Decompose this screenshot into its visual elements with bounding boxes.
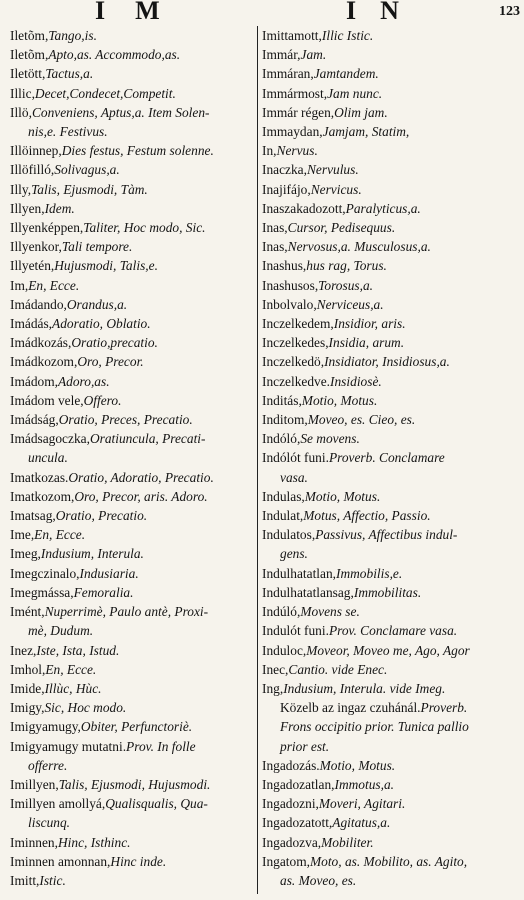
entry-definition: Decet,Condecet,Competit. [34, 85, 176, 101]
entry-headword: Illyetén, [10, 258, 55, 274]
entry-headword: Imatkozas. [10, 469, 69, 485]
dictionary-entry [10, 621, 254, 640]
entry-definition: Jamjam, Statim, [322, 124, 410, 140]
entry-definition: Cantio. vide Enec. [288, 661, 388, 677]
entry-definition: Jamtandem. [313, 66, 379, 82]
entry-headword: Indulhatatlansag, [262, 584, 354, 600]
dictionary-entry [262, 141, 520, 160]
dictionary-entry [10, 717, 254, 736]
dictionary-entry [262, 429, 520, 448]
dictionary-entry [262, 180, 520, 199]
entry-definition: Immobilitas. [353, 584, 422, 600]
entry-definition: Apto,as. Accommodo,as. [48, 47, 181, 63]
entry-headword: Ing, [262, 680, 284, 696]
dictionary-entry [262, 583, 520, 602]
dictionary-entry [262, 794, 520, 813]
entry-headword: Ingadozatlan, [262, 776, 335, 792]
entry-headword: Illyenkor, [10, 239, 62, 255]
entry-definition: Motio, Motus. [319, 757, 396, 773]
entry-definition: hus rag, Torus. [306, 258, 387, 274]
entry-definition: Sic, Hoc modo. [44, 700, 127, 716]
dictionary-entry [10, 26, 254, 45]
entry-headword: Inczelkedö, [262, 354, 325, 370]
entry-definition: vasa. [280, 469, 308, 485]
entry-headword: Inec, [262, 661, 289, 677]
entry-headword: Im, [10, 277, 29, 293]
entry-definition: Istic. [39, 872, 66, 888]
dictionary-entry [10, 641, 254, 660]
entry-definition: prior est. [280, 738, 330, 754]
entry-definition: Oratiuncula, Precati- [89, 431, 206, 447]
entry-definition: Conveniens, Aptus,a. Item Solen- [31, 104, 210, 120]
entry-headword: Immár, [262, 47, 301, 63]
entry-definition: Proverb. Conclamare [328, 450, 445, 466]
entry-definition: Dies festus, Festum solenne. [61, 143, 214, 159]
entry-definition: Moveor, Moveo me, Ago, Agor [306, 642, 470, 658]
entry-headword: Induloc, [262, 642, 307, 658]
entry-headword: Iminnen amonnan, [10, 853, 111, 869]
dictionary-entry [10, 487, 254, 506]
entry-headword: Ingadozatott, [262, 815, 333, 831]
dictionary-entry [10, 564, 254, 583]
dictionary-entry [10, 333, 254, 352]
dictionary-entry [262, 314, 520, 333]
dictionary-entry [262, 256, 520, 275]
entry-definition: Hinc inde. [110, 853, 167, 869]
dictionary-entry [262, 621, 520, 640]
entry-definition: Indusium, Interula. [40, 546, 144, 562]
dictionary-entry [10, 314, 254, 333]
entry-definition: Indusium, Interula. vide Imeg. [283, 680, 446, 696]
entry-headword: Illyen, [10, 200, 45, 216]
entry-definition: Oro, Precor, aris. Adoro. [74, 488, 208, 504]
dictionary-entry [10, 660, 254, 679]
dictionary-entry [262, 602, 520, 621]
entry-definition: Nervosus,a. Musculosus,a. [287, 239, 431, 255]
entry-definition: Insidiosè. [330, 373, 382, 389]
entry-headword: In, [262, 143, 277, 159]
dictionary-entry [262, 698, 520, 717]
entry-headword: Iminnen, [10, 834, 58, 850]
entry-headword: Imillyen, [10, 776, 59, 792]
dictionary-entry [10, 468, 254, 487]
dictionary-entry [10, 737, 254, 756]
entry-definition: Nervicus. [310, 181, 362, 197]
dictionary-entry [10, 852, 254, 871]
dictionary-entry [262, 852, 520, 871]
entry-headword: Iletött, [10, 66, 46, 82]
dictionary-entry [10, 180, 254, 199]
entry-definition: Agitatus,a. [332, 815, 391, 831]
dictionary-entry [262, 64, 520, 83]
entry-definition: as. Moveo, es. [280, 872, 357, 888]
column-divider [257, 26, 258, 894]
entry-definition: Passivus, Affectibus indul- [315, 527, 458, 543]
entry-definition: Jam. [300, 47, 327, 63]
dictionary-entry [10, 160, 254, 179]
entry-headword: Iletõm, [10, 28, 49, 43]
entry-headword: Indulat, [262, 508, 304, 524]
entry-headword: Inaczka, [262, 162, 307, 178]
entry-definition: Oro, Precor. [77, 354, 144, 370]
entry-definition: Qualisqualis, Qua- [105, 796, 208, 812]
dictionary-entry [10, 199, 254, 218]
entry-headword: Indóló, [262, 431, 301, 447]
dictionary-entry [262, 448, 520, 467]
entry-definition: Torosus,a. [318, 277, 374, 293]
entry-definition: Moveo, es. Cieo, es. [307, 412, 416, 428]
entry-headword: Immár régen, [262, 104, 335, 120]
entry-definition: Taliter, Hoc modo, Sic. [83, 220, 206, 236]
entry-definition: Adoratio, Oblatio. [52, 316, 151, 332]
entry-headword: Immármost, [262, 85, 328, 101]
entry-headword: Inczelkedve. [262, 373, 331, 389]
dictionary-entry [262, 813, 520, 832]
entry-definition: Solivagus,a. [54, 162, 120, 178]
entry-headword: Indulhatatlan, [262, 565, 336, 581]
dictionary-entry [262, 660, 520, 679]
entry-headword: Ingadozva, [262, 834, 322, 850]
dictionary-entry [10, 218, 254, 237]
dictionary-entry [262, 468, 520, 487]
dictionary-entry [262, 276, 520, 295]
dictionary-entry [262, 84, 520, 103]
entry-headword: Ime, [10, 527, 35, 543]
entry-headword: Indulót funi. [262, 623, 329, 639]
dictionary-entry [262, 525, 520, 544]
entry-headword: Imádkozás, [10, 335, 72, 351]
entry-definition: Oratio, Precatio. [55, 508, 148, 524]
dictionary-entry [262, 352, 520, 371]
entry-definition: Nervulus. [306, 162, 359, 178]
dictionary-entry [10, 679, 254, 698]
entry-headword: Közelb az ingaz czuhánál. [280, 700, 421, 716]
entry-headword: Imádság, [10, 412, 59, 428]
entry-definition: Tali tempore. [61, 239, 133, 255]
dictionary-entry [262, 641, 520, 660]
dictionary-entry [10, 391, 254, 410]
dictionary-entry [10, 410, 254, 429]
dictionary-entry [262, 122, 520, 141]
entry-headword: Imide, [10, 680, 45, 696]
entry-definition: Oratio,precatio. [71, 335, 158, 351]
dictionary-entry [262, 237, 520, 256]
entry-definition: Talis, Ejusmodi, Hujusmodi. [58, 776, 211, 792]
entry-definition: Hujusmodi, Talis,e. [54, 258, 158, 274]
entry-definition: Motio, Motus. [304, 488, 381, 504]
dictionary-entry [262, 756, 520, 775]
page-header [0, 0, 524, 24]
entry-headword: Imatkozom, [10, 488, 75, 504]
dictionary-entry [10, 103, 254, 122]
dictionary-entry [10, 141, 254, 160]
entry-definition: Motio, Motus. [301, 392, 378, 408]
entry-headword: Illö, [10, 104, 32, 120]
dictionary-entry [262, 26, 520, 45]
entry-definition: Cursor, Pedisequus. [287, 220, 396, 236]
entry-headword: Imhol, [10, 661, 46, 677]
dictionary-entry [10, 276, 254, 295]
entry-definition: Motus, Affectio, Passio. [303, 508, 431, 524]
page-number: 123 [499, 4, 520, 19]
entry-headword: Inczelkedem, [262, 316, 334, 332]
entry-definition: Olim jam. [334, 104, 388, 120]
entry-headword: Inas, [262, 220, 288, 236]
dictionary-entry [262, 372, 520, 391]
entry-headword: Imeg, [10, 546, 41, 562]
entry-headword: Illy, [10, 181, 32, 197]
entry-definition: Moveri, Agitari. [318, 796, 406, 812]
dictionary-entry [10, 583, 254, 602]
dictionary-entry [262, 295, 520, 314]
dictionary-entry [262, 544, 520, 563]
entry-definition: Moto, as. Mobilito, as. Agito, [309, 853, 468, 869]
right-column [262, 26, 520, 890]
entry-headword: Inbolvalo, [262, 296, 317, 312]
entry-definition: nis,e. Festivus. [28, 124, 108, 140]
entry-headword: Immáran, [262, 66, 314, 82]
dictionary-entry [10, 352, 254, 371]
dictionary-entry [10, 122, 254, 141]
dictionary-entry [10, 448, 254, 467]
dictionary-entry [10, 833, 254, 852]
entry-headword: Inas, [262, 239, 288, 255]
entry-definition: Nervus. [276, 143, 318, 159]
entry-headword: Imádom vele, [10, 392, 84, 408]
entry-headword: Indulas, [262, 488, 305, 504]
dictionary-entry [262, 871, 520, 890]
entry-headword: Imigyamugy mutatni. [10, 738, 127, 754]
entry-definition: Paralyticus,a. [345, 200, 421, 216]
entry-definition: uncula. [28, 450, 68, 466]
entry-headword: Imigy, [10, 700, 45, 716]
entry-definition: Adoro,as. [57, 373, 110, 389]
dictionary-entry [262, 103, 520, 122]
entry-headword: Immaydan, [262, 124, 323, 140]
entry-definition: Tactus,a. [45, 66, 94, 82]
dictionary-entry [10, 295, 254, 314]
dictionary-entry [10, 544, 254, 563]
entry-headword: Inashusos, [262, 277, 319, 293]
entry-headword: Illic, [10, 85, 35, 101]
entry-definition: En, Ecce. [28, 277, 80, 293]
entry-headword: Imitt, [10, 872, 40, 888]
dictionary-entry [262, 775, 520, 794]
dictionary-entry [10, 256, 254, 275]
entry-definition: Oratio, Preces, Precatio. [58, 412, 193, 428]
entry-definition: Mobiliter. [321, 834, 374, 850]
entry-definition: Nerviceus,a. [316, 296, 384, 312]
entry-headword: Imigyamugy, [10, 719, 81, 735]
entry-definition: Proverb. [420, 700, 468, 716]
entry-definition: Insidior, aris. [333, 316, 406, 332]
dictionary-entry [10, 45, 254, 64]
entry-definition: Obiter, Perfunctoriè. [80, 719, 193, 735]
entry-headword: Indúló, [262, 604, 301, 620]
entry-headword: Inczelkedes, [262, 335, 329, 351]
entry-definition: Movens se. [300, 604, 360, 620]
dictionary-entry [10, 84, 254, 103]
header-right-letters: IN [346, 0, 423, 25]
entry-definition: gens. [280, 546, 308, 562]
entry-definition: Insidiator, Insidiosus,a. [324, 354, 450, 370]
entry-definition: Jam nunc. [327, 85, 383, 101]
entry-definition: Tango,is. [48, 28, 97, 43]
entry-definition: Femoralia. [73, 584, 134, 600]
entry-definition: Insidia, arum. [328, 335, 405, 351]
dictionary-entry [262, 45, 520, 64]
entry-definition: Frons occipitio prior. Tunica pallio [280, 719, 469, 735]
entry-headword: Inaszakadozott, [262, 200, 346, 216]
entry-headword: Imádkozom, [10, 354, 78, 370]
entry-definition: Hinc, Isthinc. [57, 834, 131, 850]
dictionary-entry [10, 871, 254, 890]
dictionary-entry [10, 372, 254, 391]
header-left-letters: IM [95, 0, 190, 25]
entry-headword: Imádás, [10, 316, 53, 332]
entry-definition: offerre. [28, 757, 68, 773]
entry-definition: Indusiaria. [79, 565, 139, 581]
entry-headword: Imillyen amollyá, [10, 796, 106, 812]
entry-headword: Imént, [10, 604, 45, 620]
dictionary-entry [262, 391, 520, 410]
dictionary-entry [10, 775, 254, 794]
dictionary-entry [262, 487, 520, 506]
entry-definition: mè, Dudum. [28, 623, 94, 639]
entry-definition: Prov. Conclamare vasa. [328, 623, 458, 639]
entry-headword: Inashus, [262, 258, 307, 274]
dictionary-entry [10, 64, 254, 83]
dictionary-entry [10, 756, 254, 775]
entry-headword: Indólót funi. [262, 450, 329, 466]
entry-headword: Ingatom, [262, 853, 310, 869]
entry-headword: Indulatos, [262, 527, 316, 543]
entry-definition: Immotus,a. [334, 776, 395, 792]
entry-headword: Imádom, [10, 373, 58, 389]
dictionary-entry [10, 429, 254, 448]
dictionary-entry [262, 737, 520, 756]
dictionary-entry [10, 506, 254, 525]
entry-definition: Immobilis,e. [336, 565, 403, 581]
entry-definition: Oratio, Adoratio, Precatio. [68, 469, 214, 485]
entry-definition: Prov. In folle [126, 738, 196, 754]
entry-definition: Offero. [83, 392, 122, 408]
entry-definition: En, Ecce. [34, 527, 86, 543]
dictionary-entry [10, 602, 254, 621]
dictionary-entry [262, 199, 520, 218]
dictionary-entry [10, 813, 254, 832]
dictionary-entry [10, 698, 254, 717]
entry-definition: Nuperrimè, Paulo antè, Proxi- [44, 604, 209, 620]
entry-definition: Se movens. [300, 431, 360, 447]
entry-headword: Inajifájo, [262, 181, 311, 197]
entry-definition: Idem. [44, 200, 75, 216]
entry-definition: liscunq. [28, 815, 71, 831]
entry-definition: Iste, Ista, Istud. [36, 642, 120, 658]
entry-headword: Inditom, [262, 412, 308, 428]
entry-headword: Imegczinalo, [10, 565, 80, 581]
dictionary-entry [262, 833, 520, 852]
dictionary-entry [262, 717, 520, 736]
entry-definition: En, Ecce. [45, 661, 97, 677]
entry-definition: Orandus,a. [66, 296, 128, 312]
entry-definition: Talis, Ejusmodi, Tàm. [31, 181, 148, 197]
dictionary-entry [262, 333, 520, 352]
dictionary-entry [262, 564, 520, 583]
entry-headword: Illyenképpen, [10, 220, 84, 236]
entry-definition: Illic Istic. [321, 28, 374, 43]
dictionary-entry [262, 506, 520, 525]
dictionary-entry [262, 679, 520, 698]
entry-headword: Imegmássa, [10, 584, 74, 600]
entry-headword: Ingadozás. [262, 757, 320, 773]
left-column [10, 26, 254, 890]
entry-headword: Imatsag, [10, 508, 56, 524]
dictionary-entry [262, 218, 520, 237]
entry-headword: Imittamott, [262, 28, 322, 43]
entry-definition: Illùc, Hùc. [44, 680, 102, 696]
dictionary-entry [262, 410, 520, 429]
entry-headword: Inditás, [262, 392, 302, 408]
entry-headword: Illöfilló, [10, 162, 55, 178]
entry-headword: Imádando, [10, 296, 67, 312]
dictionary-entry [262, 160, 520, 179]
dictionary-entry [10, 794, 254, 813]
entry-headword: Ingadozni, [262, 796, 319, 812]
entry-headword: Inez, [10, 642, 37, 658]
entry-headword: Imádsagoczka, [10, 431, 90, 447]
entry-headword: Iletõm, [10, 47, 49, 63]
dictionary-entry [10, 525, 254, 544]
entry-headword: Illöinnep, [10, 143, 62, 159]
dictionary-entry [10, 237, 254, 256]
